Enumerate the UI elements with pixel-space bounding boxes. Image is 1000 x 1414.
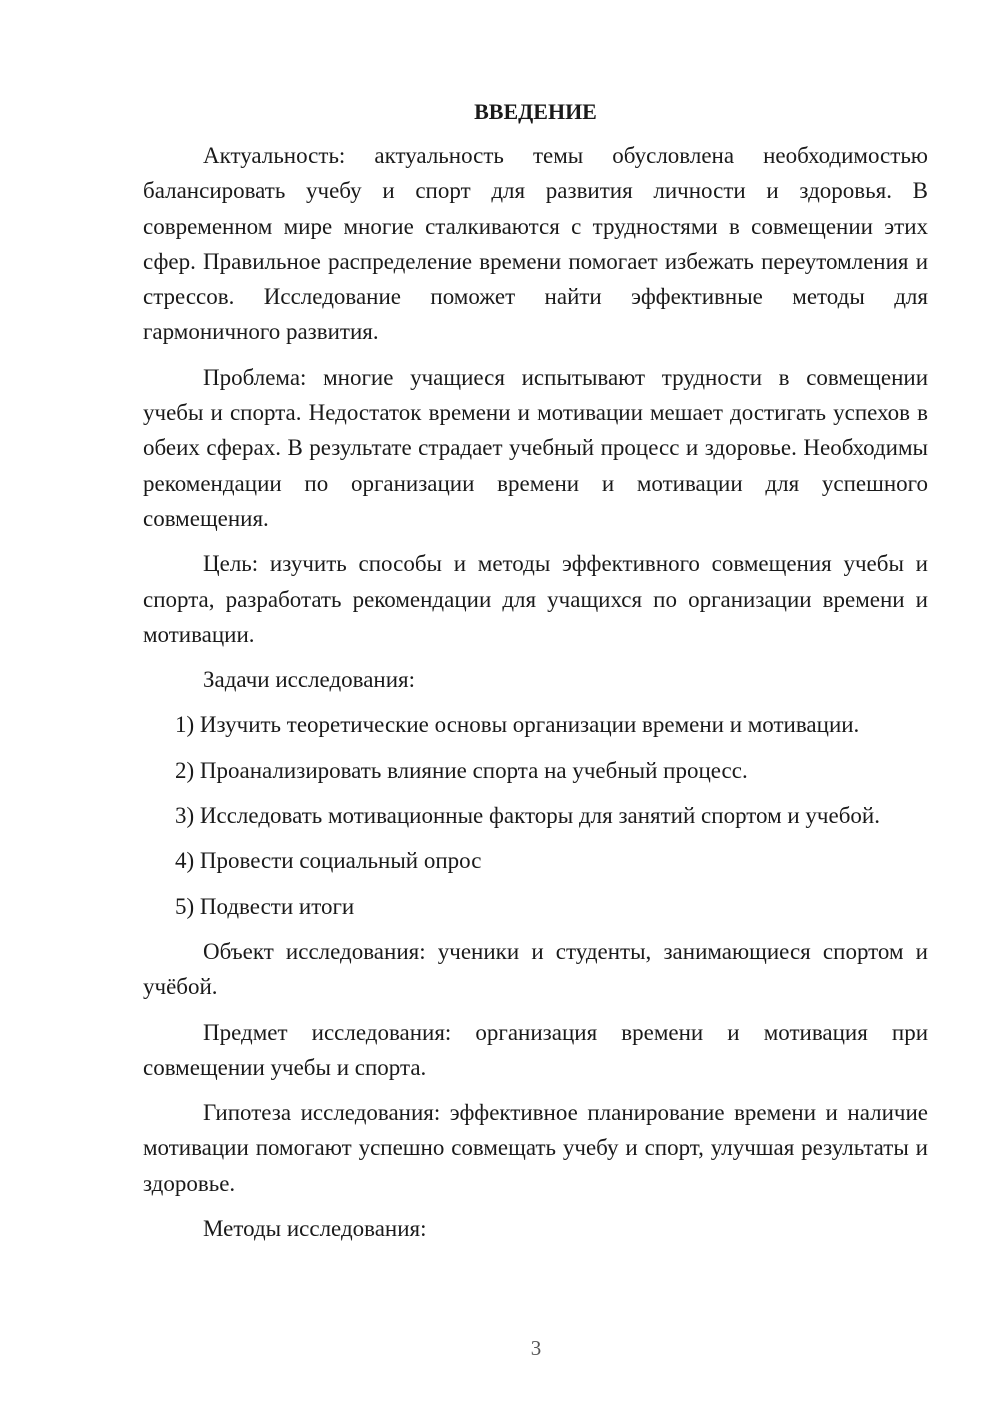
methods-heading: Методы исследования: bbox=[203, 1216, 427, 1242]
page-content bbox=[143, 96, 928, 1256]
page-number: 3 bbox=[530, 1336, 542, 1360]
paragraph-hypothesis: Гипотеза исследования: эффективное планирование времени и наличие мотивации помогают успешно совмещать учебу и спорт, улучшая результаты и здоровье. bbox=[143, 1100, 928, 1196]
section-title: ВВЕДЕНИЕ bbox=[474, 99, 597, 124]
tasks-heading: Задачи исследования: bbox=[203, 667, 416, 693]
task-item-1: 1) Изучить теоретические основы организации времени и мотивации. bbox=[175, 712, 860, 738]
task-item-4: 4) Провести социальный опрос bbox=[175, 848, 482, 874]
paragraph-goal: Цель: изучить способы и методы эффективного совмещения учебы и спорта, разработать рекомендации для учащихся по организации времени и мотивации. bbox=[143, 551, 928, 647]
paragraph-subject: Предмет исследования: организация времени и мотивация при совмещении учебы и спорта. bbox=[143, 1019, 928, 1080]
paragraph-relevance: Актуальность: актуальность темы обусловлена необходимостью балансировать учебу и спорт для развития личности и здоровья. В современном мире многие сталкиваются с трудностями в совмещении этих сфер. Правильное распределение времени помогает избежать переутомления и стрессов. Исследование поможет найти эффективные методы для гармоничного развития. bbox=[143, 143, 928, 345]
paragraph-problem: Проблема: многие учащиеся испытывают трудности в совмещении учебы и спорта. Недостаток времени и мотивации мешает достигать успехов в обеих сферах. В результате страдает учебный процесс и здоровье. Необходимы рекомендации по организации времени и мотивации для успешного совмещения. bbox=[143, 364, 928, 531]
task-item-5: 5) Подвести итоги bbox=[175, 893, 355, 919]
task-item-3: 3) Исследовать мотивационные факторы для занятий спортом и учебой. bbox=[175, 803, 880, 829]
task-item-2: 2) Проанализировать влияние спорта на учебный процесс. bbox=[175, 757, 748, 783]
paragraph-object: Объект исследования: ученики и студенты, занимающиеся спортом и учёбой. bbox=[143, 938, 928, 1000]
